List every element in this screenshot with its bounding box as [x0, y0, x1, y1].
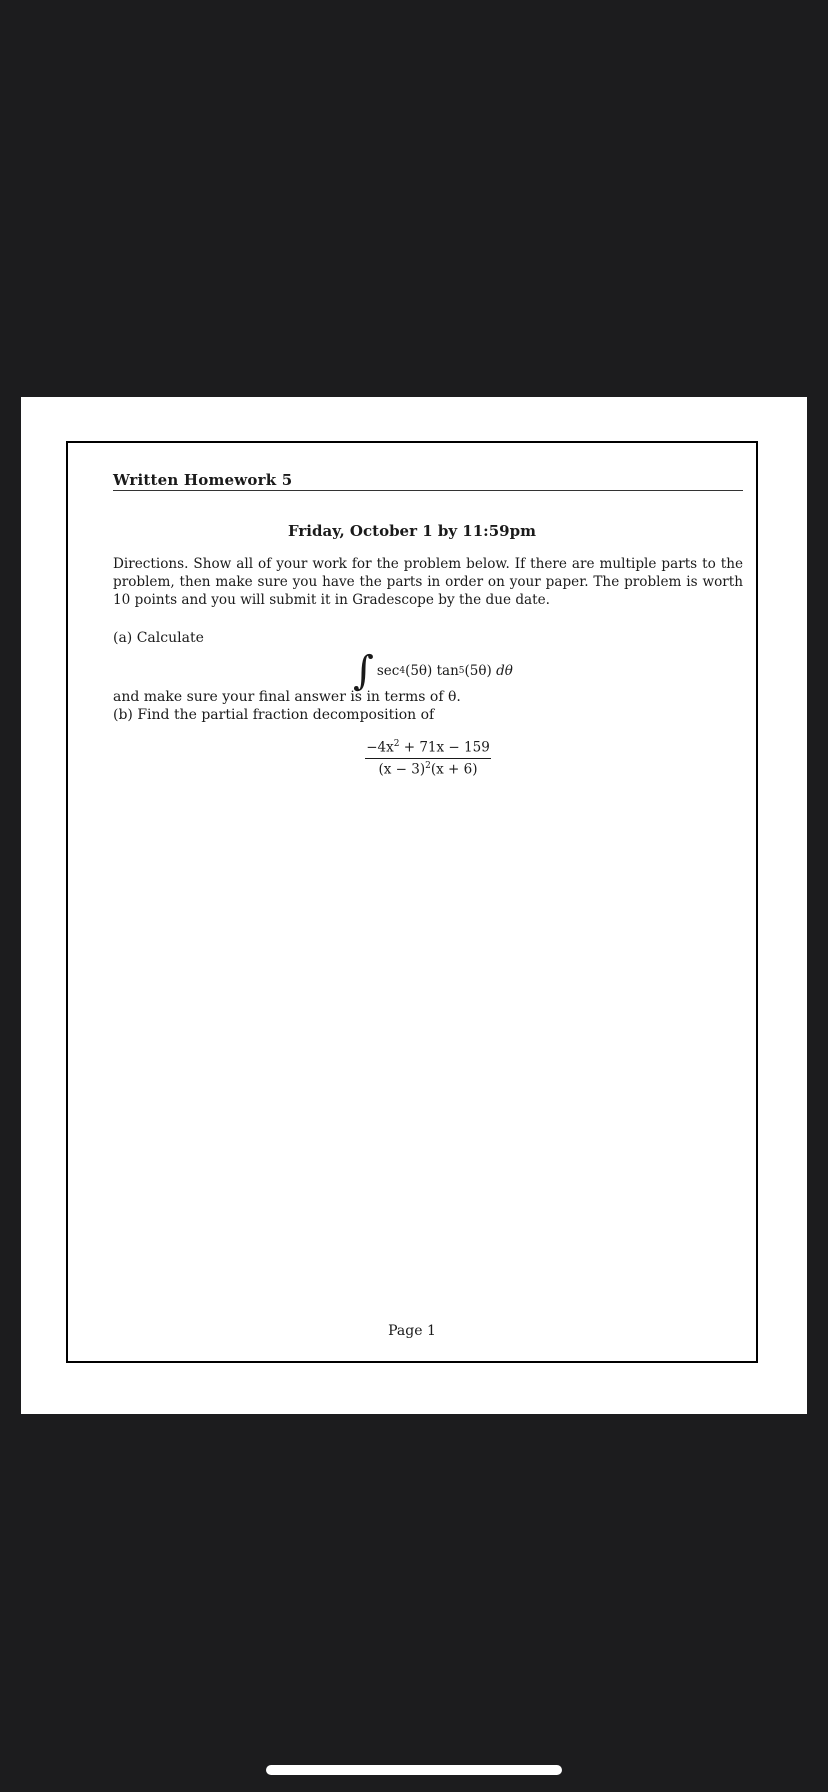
document-header: Written Homework 5 [113, 471, 743, 491]
numerator-lead: −4x [366, 739, 394, 756]
part-a-followup: and make sure your final answer is in terms of θ. [113, 689, 461, 705]
document-page [21, 397, 807, 1414]
fraction-denominator [365, 759, 491, 778]
denominator-rest: (x + 6) [430, 761, 478, 777]
part-b-intro: (b) Find the partial fraction decomposition of [113, 707, 435, 723]
differential: dθ [496, 663, 513, 679]
numerator-rest: + 71x − 159 [399, 739, 490, 756]
directions-paragraph: Directions. Show all of your work for the problem below. If there are multiple parts to the problem, then make sure you have the parts in order on your paper. The problem is worth 10 points and you will submit it in Gradescope by the due date. [113, 556, 743, 608]
sec-argument: (5θ) [405, 663, 433, 679]
tan-exponent: 5 [458, 666, 465, 676]
part-a-intro: (a) Calculate [113, 630, 204, 646]
tan-argument: (5θ) [464, 663, 492, 679]
sec-exponent: 4 [399, 666, 406, 676]
fraction-numerator [365, 739, 491, 759]
home-indicator[interactable] [266, 1765, 562, 1775]
denominator-lead: (x − 3) [378, 761, 426, 777]
rational-expression [365, 739, 491, 777]
integral-sign: ∫ [353, 648, 374, 694]
due-date: Friday, October 1 by 11:59pm [288, 522, 536, 540]
denominator-exponent: 2 [425, 760, 431, 771]
sec-function: sec [376, 663, 400, 679]
numerator-exponent: 2 [393, 739, 400, 749]
tan-function: tan [436, 663, 459, 679]
integral-formula [353, 649, 513, 693]
page-number: Page 1 [388, 1323, 436, 1339]
page-frame [66, 441, 758, 1363]
